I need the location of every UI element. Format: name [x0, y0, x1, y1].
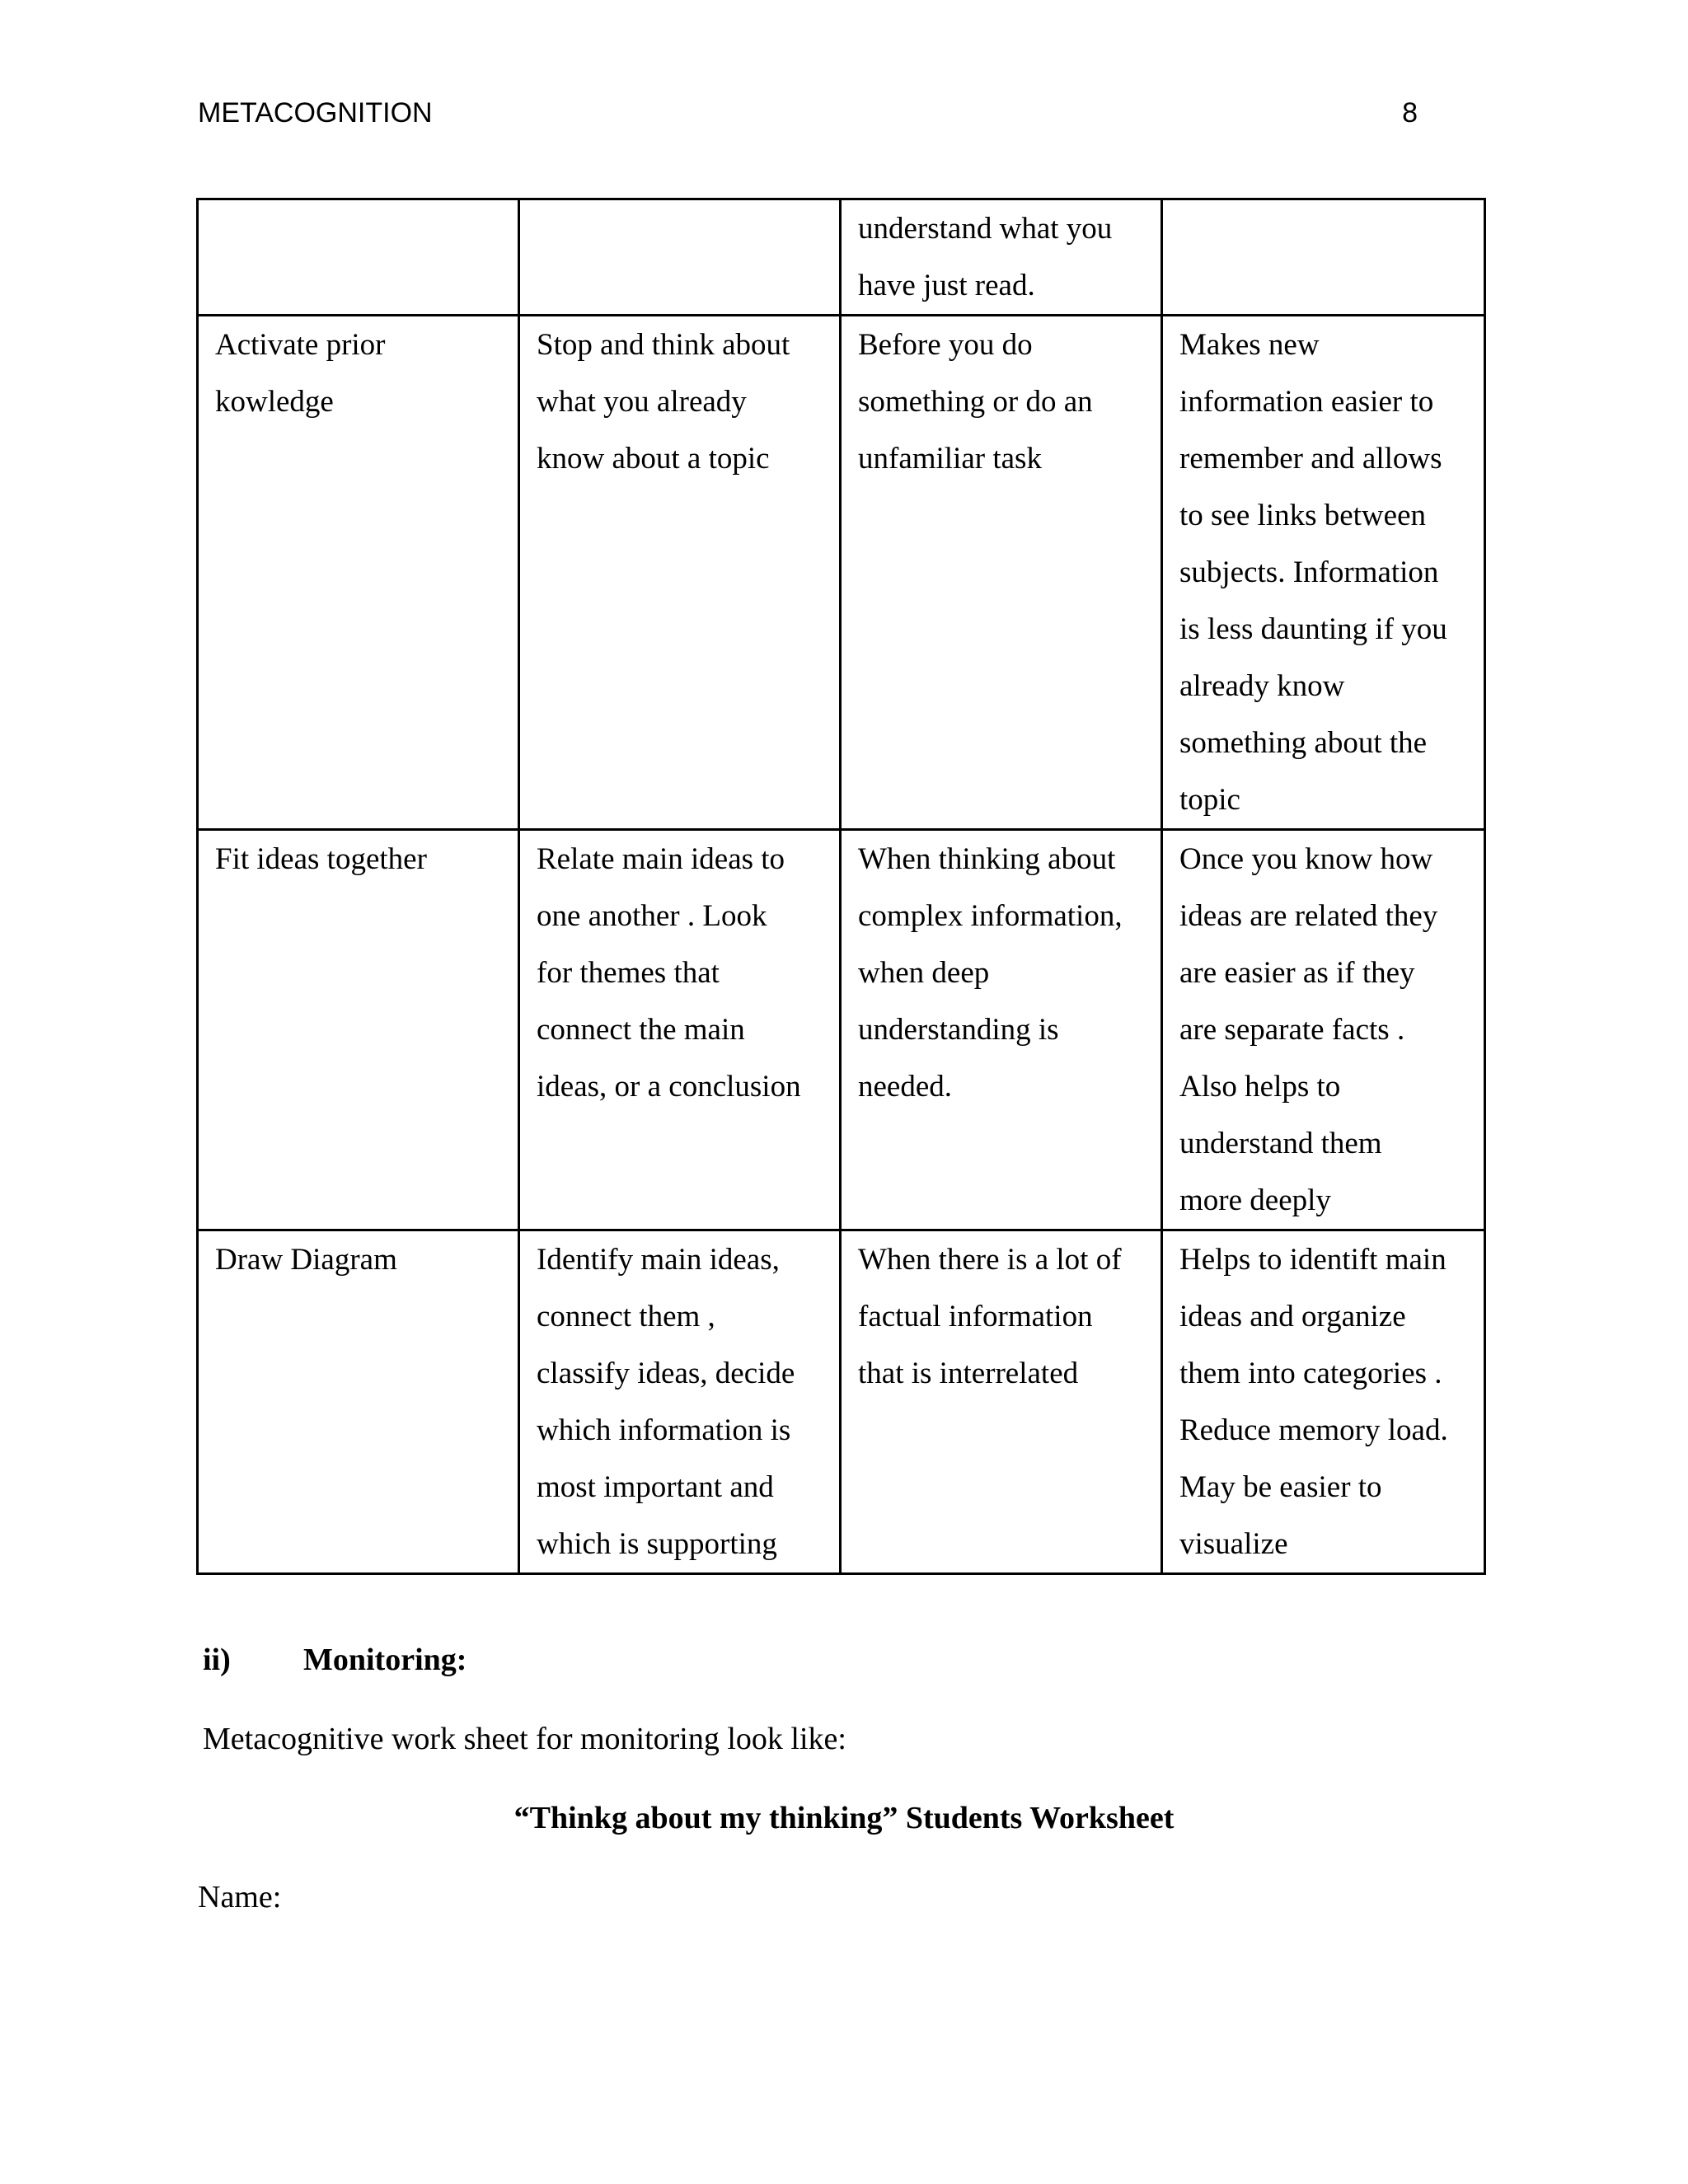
- cell-text-line: Before you do: [858, 328, 1033, 362]
- cell-text-line: connect the main: [537, 1013, 745, 1047]
- page-number: 8: [1402, 97, 1418, 129]
- table-cell: [841, 1230, 1162, 1574]
- table-row: [198, 316, 1485, 830]
- cell-text-line: are easier as if they: [1179, 956, 1415, 990]
- table-cell: [1162, 199, 1485, 316]
- cell-text-line: information easier to: [1179, 385, 1434, 419]
- table-cell: [1162, 316, 1485, 830]
- cell-text-line: Identify main ideas,: [537, 1243, 780, 1277]
- page-header: [198, 97, 1418, 138]
- table-cell: [841, 199, 1162, 316]
- cell-text-line: already know: [1179, 669, 1345, 703]
- cell-text-line: When there is a lot of: [858, 1243, 1122, 1277]
- table-row: [198, 1230, 1485, 1574]
- cell-text-line: ideas, or a conclusion: [537, 1070, 801, 1104]
- cell-text-line: connect them ,: [537, 1300, 715, 1333]
- cell-text-line: Fit ideas together: [215, 842, 427, 876]
- cell-text-line: when deep: [858, 956, 990, 990]
- strategy-table-body: [198, 199, 1485, 1574]
- cell-text-line: Reduce memory load.: [1179, 1413, 1448, 1447]
- cell-text-line: one another . Look: [537, 899, 767, 933]
- table-row: [198, 830, 1485, 1230]
- cell-text-line: complex information,: [858, 899, 1123, 933]
- cell-text-line: subjects. Information: [1179, 555, 1439, 589]
- cell-text-line: remember and allows: [1179, 442, 1442, 476]
- cell-text-line: unfamiliar task: [858, 442, 1042, 476]
- cell-text-line: are separate facts .: [1179, 1013, 1405, 1047]
- cell-text-line: is less daunting if you: [1179, 612, 1447, 646]
- cell-text-line: understand them: [1179, 1127, 1382, 1160]
- cell-text-line: that is interrelated: [858, 1357, 1079, 1390]
- cell-text-line: something or do an: [858, 385, 1093, 419]
- cell-text-line: Also helps to: [1179, 1070, 1341, 1104]
- strategy-table: [196, 198, 1486, 1575]
- cell-text-line: understanding is: [858, 1013, 1059, 1047]
- section-number: ii): [203, 1643, 231, 1677]
- cell-text-line: factual information: [858, 1300, 1093, 1333]
- cell-text-line: which is supporting: [537, 1527, 777, 1561]
- cell-text-line: more deeply: [1179, 1183, 1331, 1217]
- cell-text-line: ideas are related they: [1179, 899, 1438, 933]
- cell-text-line: Makes new: [1179, 328, 1320, 362]
- table-cell: [519, 199, 841, 316]
- name-label: Name:: [198, 1880, 282, 1915]
- cell-text-line: ideas and organize: [1179, 1300, 1406, 1333]
- cell-text-line: them into categories .: [1179, 1357, 1442, 1390]
- cell-text-line: to see links between: [1179, 499, 1426, 532]
- cell-text-line: understand what you: [858, 212, 1113, 246]
- cell-text-line: Activate prior: [215, 328, 386, 362]
- cell-text-line: Once you know how: [1179, 842, 1433, 876]
- cell-text-line: have just read.: [858, 269, 1035, 302]
- table-cell: [519, 1230, 841, 1574]
- cell-text-line: topic: [1179, 783, 1240, 817]
- running-head: METACOGNITION: [198, 97, 433, 129]
- table-cell: [198, 316, 519, 830]
- cell-text-line: something about the: [1179, 726, 1428, 760]
- worksheet-title: “Thinkg about my thinking” Students Worksheet: [513, 1801, 1175, 1835]
- table-cell: [198, 199, 519, 316]
- cell-text-line: needed.: [858, 1070, 953, 1104]
- cell-text-line: for themes that: [537, 956, 720, 990]
- table-cell: [1162, 830, 1485, 1230]
- table-cell: [519, 316, 841, 830]
- section-heading: [203, 1642, 467, 1678]
- cell-text-line: most important and: [537, 1470, 774, 1504]
- table-cell: [841, 316, 1162, 830]
- cell-text-line: May be easier to: [1179, 1470, 1382, 1504]
- cell-text-line: know about a topic: [537, 442, 770, 476]
- cell-text-line: which information is: [537, 1413, 791, 1447]
- cell-text-line: kowledge: [215, 385, 334, 419]
- intro-paragraph: Metacognitive work sheet for monitoring look like:: [203, 1722, 846, 1756]
- table-cell: [1162, 1230, 1485, 1574]
- cell-text-line: classify ideas, decide: [537, 1357, 795, 1390]
- cell-text-line: Relate main ideas to: [537, 842, 785, 876]
- cell-text-line: Stop and think about: [537, 328, 790, 362]
- cell-text-line: When thinking about: [858, 842, 1116, 876]
- table-cell: [841, 830, 1162, 1230]
- table-row: [198, 199, 1485, 316]
- table-cell: [519, 830, 841, 1230]
- cell-text-line: Helps to identift main: [1179, 1243, 1447, 1277]
- cell-text-line: Draw Diagram: [215, 1243, 397, 1277]
- cell-text-line: visualize: [1179, 1527, 1288, 1561]
- table-cell: [198, 1230, 519, 1574]
- cell-text-line: what you already: [537, 385, 747, 419]
- section-title: Monitoring:: [303, 1643, 467, 1677]
- table-cell: [198, 830, 519, 1230]
